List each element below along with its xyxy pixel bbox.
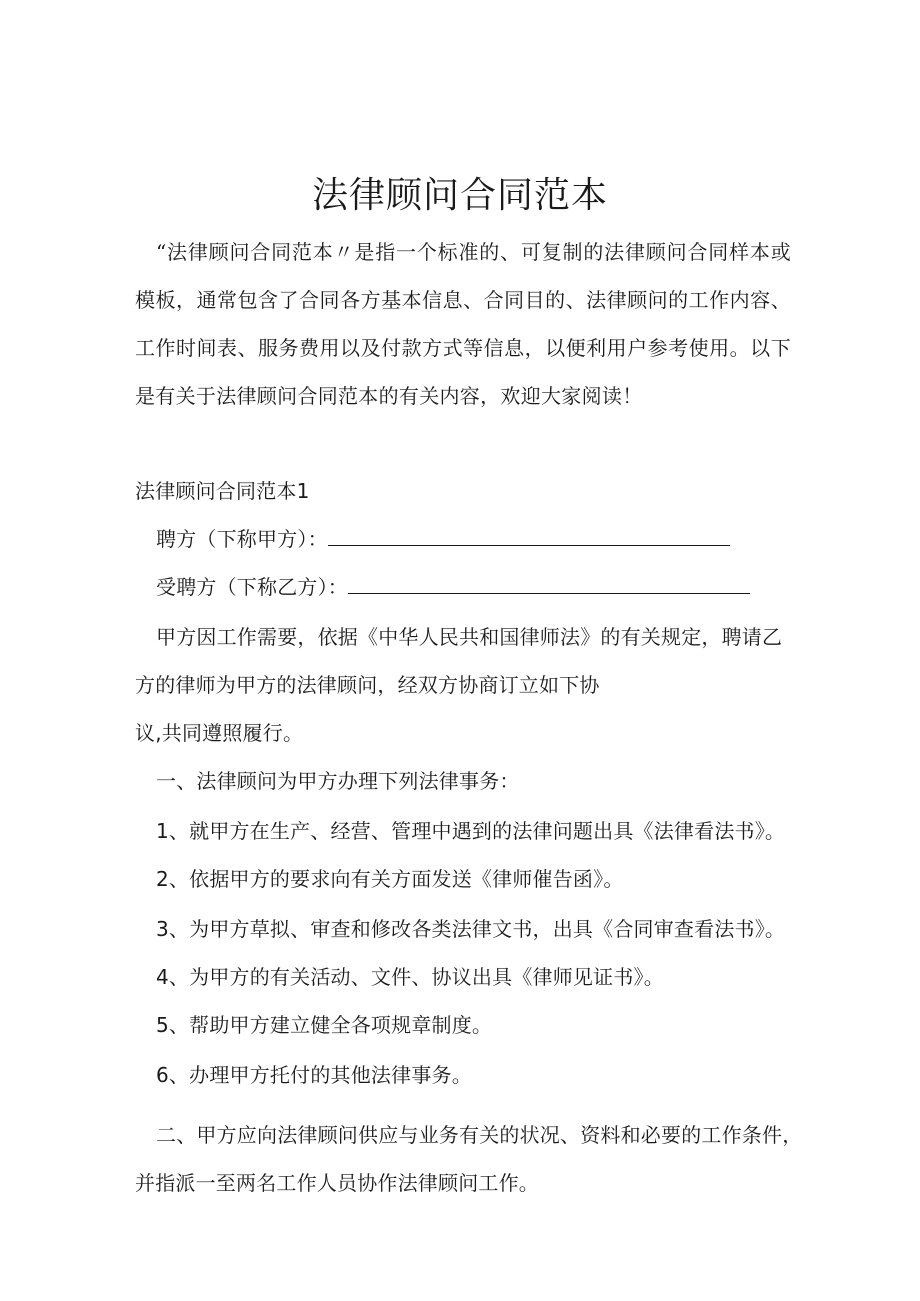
clause-1-item: 5、帮助甲方建立健全各项规章制度。 — [156, 1013, 493, 1037]
preamble-line-1: 甲方因工作需要，依据《中华人民共和国律师法》的有关规定，聘请乙 — [156, 625, 783, 649]
party-b-blank — [348, 575, 750, 594]
party-a-blank — [328, 527, 730, 546]
section-heading: 法律顾问合同范本1 — [135, 479, 310, 503]
clause-2-line-2: 并指派一至两名工作人员协作法律顾问工作。 — [135, 1171, 539, 1195]
intro-paragraph: “法律顾问合同范本〃是指一个标准的、可复制的法律顾问合同样本或模板，通常包含了合同各方基本信息、合同目的、法律顾问的工作内容、工作时间表、服务费用以及付款方式等信息，以便利用户参考使用。以下是有关于法律顾问合同范本的有关内容，欢迎大家阅读！ — [135, 240, 791, 408]
party-a-label: 聘方（下称甲方）： — [156, 527, 328, 551]
clause-1-item: 4、为甲方的有关活动、文件、协议出具《律师见证书》。 — [156, 965, 664, 989]
clause-1-item: 3、为甲方草拟、审查和修改各类法律文书，出具《合同审查看法书》。 — [156, 917, 786, 941]
clause-1-heading: 一、法律顾问为甲方办理下列法律事务： — [156, 769, 520, 793]
preamble-line-2: 方的律师为甲方的法律顾问，经双方协商订立如下协 — [135, 673, 600, 697]
clause-2-line-1: 二、甲方应向法律顾问供应与业务有关的状况、资料和必要的工作条件， — [156, 1123, 803, 1147]
party-a-row — [156, 524, 730, 554]
party-b-label: 受聘方（下称乙方）： — [156, 575, 348, 599]
document-title: 法律顾问合同范本 — [311, 175, 608, 217]
clause-1-item: 2、依据甲方的要求向有关方面发送《律师催告函》。 — [156, 867, 624, 891]
clause-1-item: 1、就甲方在生产、经营、管理中遇到的法律问题出具《法律看法书》。 — [156, 819, 786, 843]
preamble-line-3: 议,共同遵照履行。 — [135, 721, 304, 745]
party-b-row — [156, 572, 750, 602]
clause-1-item: 6、办理甲方托付的其他法律事务。 — [156, 1063, 472, 1087]
